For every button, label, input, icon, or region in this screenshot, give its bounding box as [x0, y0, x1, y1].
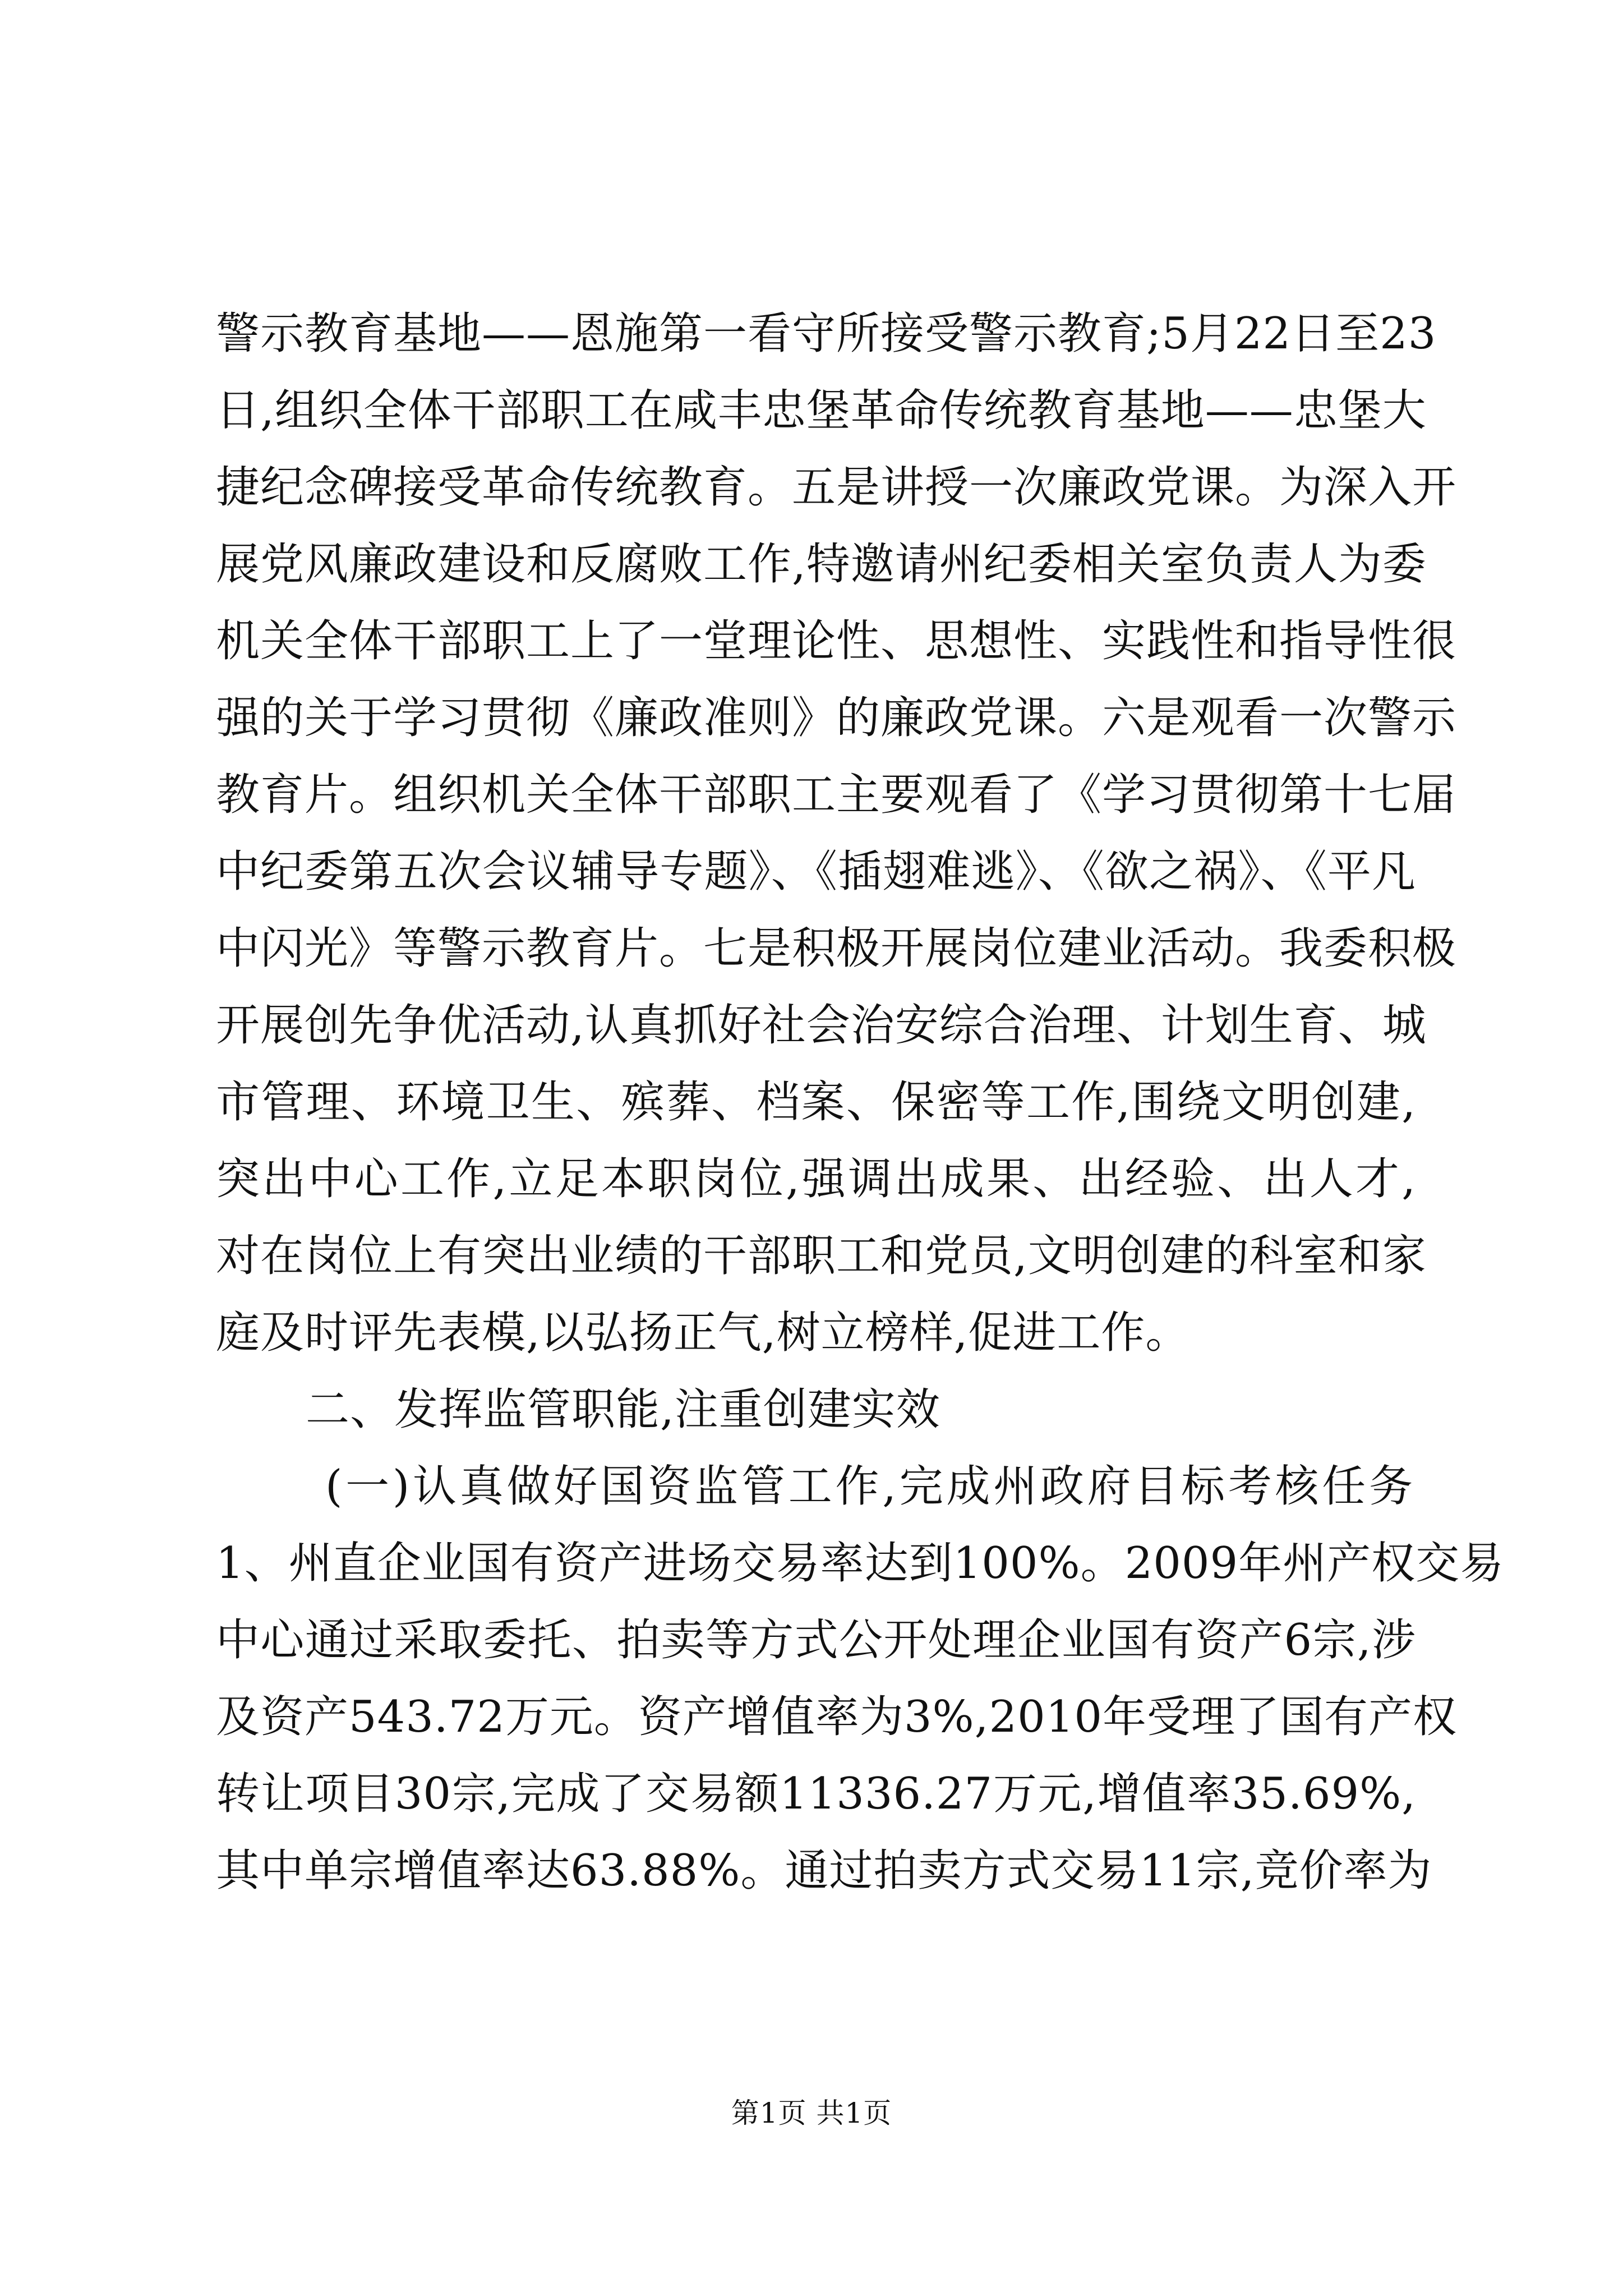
body-text-line: 开展创先争优活动,认真抓好社会治安综合治理、计划生育、城: [216, 1000, 1427, 1051]
body-text-line: 强的关于学习贯彻《廉政准则》的廉政党课。六是观看一次警示: [216, 693, 1457, 743]
body-text-line: 1、州直企业国有资产进场交易率达到100%。2009年州产权交易: [216, 1538, 1505, 1589]
body-text-line: 警示教育基地——恩施第一看守所接受警示教育;5月22日至23: [216, 309, 1437, 359]
body-text-line: 庭及时评先表模,以弘扬正气,树立榜样,促进工作。: [216, 1308, 1190, 1358]
body-text-line: 机关全体干部职工上了一堂理论性、思想性、实践性和指导性很: [216, 616, 1457, 666]
section-heading: 二、发挥监管职能,注重创建实效: [306, 1384, 940, 1435]
body-text-line: 其中单宗增值率达63.88%。通过拍卖方式交易11宗,竞价率为: [216, 1846, 1432, 1896]
body-text-line: 市管理、环境卫生、殡葬、档案、保密等工作,围绕文明创建,: [216, 1077, 1416, 1128]
body-text-line: 中心通过采取委托、拍卖等方式公开处理企业国有资产6宗,涉: [216, 1615, 1416, 1665]
body-text-line: 捷纪念碑接受革命传统教育。五是讲授一次廉政党课。为深入开: [216, 462, 1457, 513]
body-text-line: 突出中心工作,立足本职岗位,强调出成果、出经验、出人才,: [216, 1154, 1416, 1204]
body-text-line: 展党风廉政建设和反腐败工作,特邀请州纪委相关室负责人为委: [216, 539, 1427, 590]
body-text-line: 对在岗位上有突出业绩的干部职工和党员,文明创建的科室和家: [216, 1231, 1427, 1281]
body-text-line: 及资产543.72万元。资产增值率为3%,2010年受理了国有产权: [216, 1692, 1457, 1742]
body-text-line: 日,组织全体干部职工在咸丰忠堡革命传统教育基地——忠堡大: [216, 385, 1427, 436]
body-text-line: 中闪光》等警示教育片。七是积极开展岗位建业活动。我委积极: [216, 923, 1457, 974]
subsection-heading: (一)认真做好国资监管工作,完成州政府目标考核任务: [325, 1461, 1413, 1512]
page-number-footer: 第1页 共1页: [731, 2097, 892, 2129]
body-text-line: 转让项目30宗,完成了交易额11336.27万元,增值率35.69%,: [216, 1769, 1416, 1819]
body-text-line: 教育片。组织机关全体干部职工主要观看了《学习贯彻第十七届: [216, 770, 1457, 820]
body-text-line: 中纪委第五次会议辅导专题》、《插翅难逃》、《欲之祸》、《平凡: [216, 846, 1416, 897]
